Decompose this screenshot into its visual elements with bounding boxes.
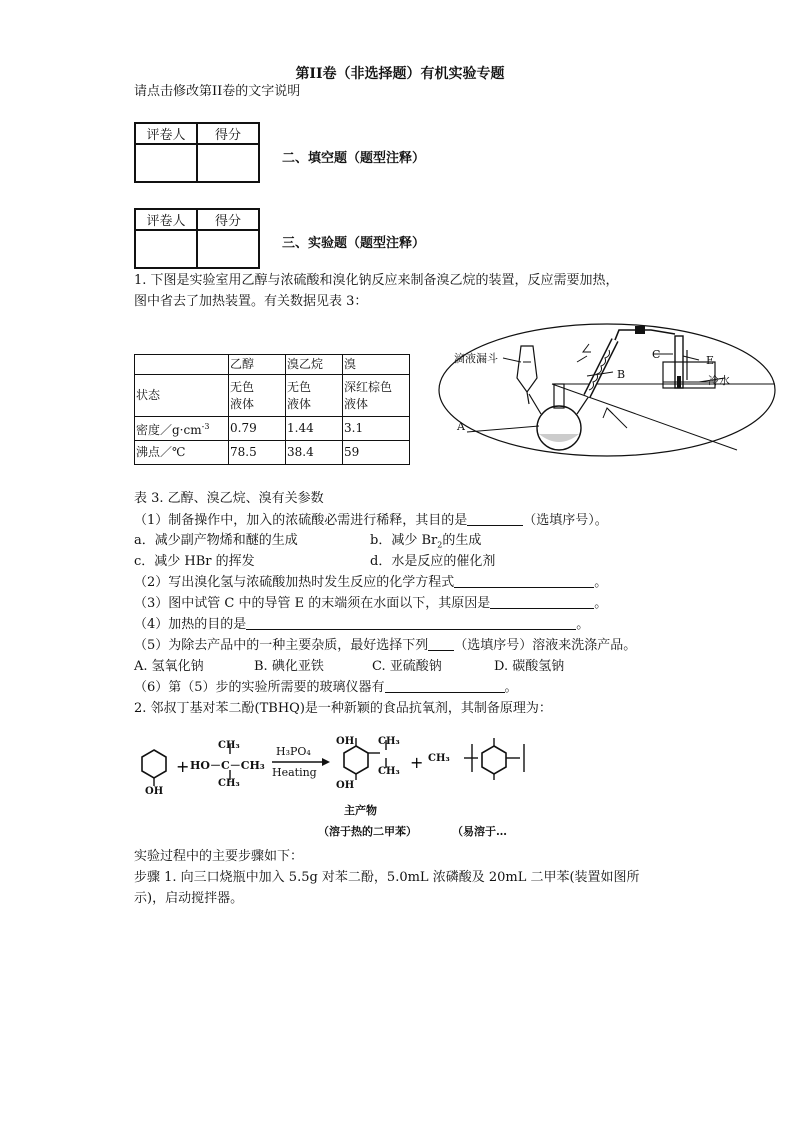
solubility-note-1: （溶于热的二甲苯） [318, 825, 417, 838]
reactant-oh: OH [145, 786, 164, 797]
score-cell-score[interactable] [197, 230, 259, 268]
table-cell-bromoethane-boiling: 38.4 [286, 441, 343, 465]
svg-text:+: + [176, 757, 190, 776]
subtitle[interactable]: 请点击修改第II卷的文字说明 [134, 84, 301, 99]
label-C: C [652, 348, 661, 361]
label-B: B [617, 368, 626, 381]
table-header-empty [135, 355, 229, 375]
answer-blank-4[interactable] [246, 615, 576, 630]
score-header-score: 得分 [197, 209, 259, 230]
table-row-label-state: 状态 [135, 375, 229, 417]
table-row-label-boiling: 沸点／℃ [135, 441, 229, 465]
table-header-bromoethane: 溴乙烷 [286, 355, 343, 375]
q2-steps-intro: 实验过程中的主要步骤如下： [134, 849, 304, 864]
q1-part1: （1）制备操作中，加入的浓硫酸必需进行稀释，其目的是 （选填序号）。 [134, 513, 608, 528]
table-cell-bromine-state: 深红棕色 液体 [343, 375, 410, 417]
condition-label: Heating [272, 766, 317, 779]
label-E: E [706, 354, 715, 367]
table-header-bromine: 溴 [343, 355, 410, 375]
score-cell-grader[interactable] [135, 144, 197, 182]
q1-option-c: c．减少 HBr 的挥发 [134, 554, 255, 569]
q1-option-a: a．减少副产物烯和醚的生成 [134, 533, 298, 548]
main-product-label: 主产物 [344, 804, 377, 817]
answer-blank-2[interactable] [454, 573, 594, 588]
table-row-label-density: 密度$/g\cdot cm^{-3}$ [135, 417, 229, 441]
product-oh: OH [336, 736, 355, 747]
score-header-score: 得分 [197, 123, 259, 144]
score-header-grader: 评卷人 [135, 123, 197, 144]
q1-table-caption: 表 3. 乙醇、溴乙烷、溴有关参数 [134, 491, 324, 506]
reagent-formula: HO－C－CH₃ [190, 759, 265, 772]
reagent-ch3-top: CH₃ [218, 740, 240, 751]
q2-step1-line1: 步骤 1. 向三口烧瓶中加入 5.5g 对苯二酚，5.0mL 浓磷酸及 20mL 二甲苯(装置如图所 [134, 870, 640, 885]
table-cell-bromine-density: 3.1 [343, 417, 410, 441]
answer-blank-5[interactable] [428, 636, 454, 651]
solubility-note-2: （易溶于… [452, 825, 507, 838]
page-title: 第II卷（非选择题）有机实验专题 [295, 66, 505, 82]
q1-part4: （4）加热的目的是 。 [134, 617, 590, 632]
reagent-ch3-bottom: CH₃ [218, 778, 240, 789]
q1-part6: （6）第（5）步的实验所需要的玻璃仪器有 。 [134, 680, 518, 695]
svg-text:+: + [410, 753, 424, 772]
score-cell-grader[interactable] [135, 230, 197, 268]
q2-intro: 2. 邻叔丁基对苯二酚(TBHQ)是一种新颖的食品抗氧剂，其制备原理为： [134, 701, 552, 716]
product-oh-bottom: OH [336, 780, 355, 791]
score-table-2 [134, 208, 260, 269]
table-cell-bromine-boiling: 59 [343, 441, 410, 465]
q1-intro-line2: 图中省去了加热装置。有关数据见表 3： [134, 294, 368, 309]
q1-intro-line1: 1. 下图是实验室用乙醇与浓硫酸和溴化钠反应来制备溴乙烷的装置，反应需要加热， [134, 273, 619, 288]
q1-part3: （3）图中试管 C 中的导管 E 的末端须在水面以下，其原因是 。 [134, 596, 608, 611]
section-fill-blank-heading: 二、填空题（题型注释） [282, 151, 426, 166]
table-cell-ethanol-density: 0.79 [229, 417, 286, 441]
product-ch3-top: CH₃ [378, 736, 400, 747]
label-A: A [457, 420, 465, 433]
product-ch3-bottom: CH₃ [378, 766, 400, 777]
q1-option5-D: D. 碳酸氢钠 [494, 659, 565, 674]
answer-blank-1[interactable] [467, 511, 523, 526]
section-experiment-heading: 三、实验题（题型注释） [282, 236, 426, 251]
apparatus-diagram [437, 322, 777, 458]
table-cell-bromoethane-density: 1.44 [286, 417, 343, 441]
q2-step1-line2: 示)，启动搅拌器。 [134, 891, 244, 906]
q1-option5-B: B. 碘化亚铁 [254, 659, 324, 674]
q1-part5: （5）为除去产品中的一种主要杂质，最好选择下列 （选填序号）溶液来洗涤产品。 [134, 638, 637, 653]
answer-blank-3[interactable] [490, 594, 594, 609]
q1-part2: （2）写出溴化氢与浓硫酸加热时发生反应的化学方程式 。 [134, 575, 608, 590]
table-header-ethanol: 乙醇 [229, 355, 286, 375]
q1-option-b: b．减少 $Br_2$的生成 [370, 533, 482, 550]
score-header-grader: 评卷人 [135, 209, 197, 230]
table-cell-bromoethane-state: 无色 液体 [286, 375, 343, 417]
score-table-1 [134, 122, 260, 183]
q1-option5-A: A. 氢氧化钠 [134, 659, 204, 674]
catalyst-label: H₃PO₄ [276, 745, 311, 758]
score-cell-score[interactable] [197, 144, 259, 182]
byproduct-ch3: CH₃ [428, 753, 450, 764]
q1-data-table [134, 354, 410, 465]
table-cell-ethanol-boiling: 78.5 [229, 441, 286, 465]
label-dropping-funnel: 滴液漏斗 [454, 352, 498, 365]
q1-option5-C: C. 亚硫酸钠 [372, 659, 442, 674]
answer-blank-6[interactable] [385, 678, 505, 693]
table-cell-ethanol-state: 无色 液体 [229, 375, 286, 417]
label-cold-water: 冷水 [708, 374, 730, 387]
q1-option-d: d．水是反应的催化剂 [370, 554, 496, 569]
